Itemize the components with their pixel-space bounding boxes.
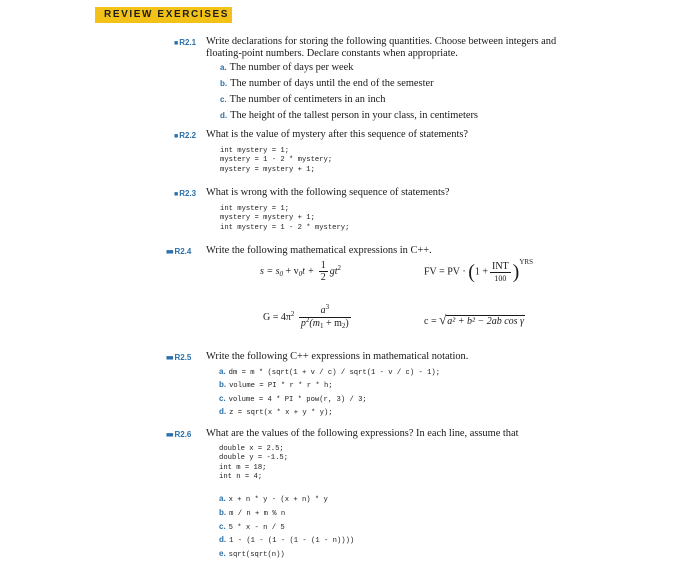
list-item: b. volume = PI * r * r * h; (219, 380, 333, 391)
exercise-number-r2-3: ■ R2.3 (174, 189, 197, 198)
formula-text: s = s (260, 266, 280, 277)
formula-kepler (263, 305, 353, 331)
exercise-number-r2-6: ■■ R2.6 (166, 430, 192, 439)
list-item: a. The number of days per week (220, 62, 354, 73)
exercise-text: Write declarations for storing the following quantities. Choose between integers and (206, 36, 557, 47)
formula-exponent: 2 (337, 264, 341, 272)
list-item: d. 1 - (1 - (1 - (1 - (1 - n)))) (219, 535, 355, 546)
code-line: int mystery = 1 - 2 * mystery; (220, 223, 350, 232)
code-line: mystery = mystery + 1; (220, 214, 315, 223)
list-item: d. z = sqrt(x * x + y * y); (219, 406, 333, 417)
code-block (220, 147, 332, 175)
formula-exponent: 2 (290, 310, 295, 318)
formula-text: + v (285, 266, 299, 277)
formula-text: G = 4π (263, 312, 291, 323)
list-item: b. The number of days until the end of the semester (220, 78, 434, 89)
exercise-text: What is wrong with the following sequence of statements? (206, 187, 450, 198)
code-line: int n = 4; (219, 472, 263, 481)
formula-fraction: $\frac{\text{INT}}{100}$ (492, 260, 509, 283)
list-item: c. 5 * x - n / 5 (219, 521, 285, 532)
code-block (219, 494, 354, 560)
list-item: c. volume = 4 * PI * pow(r, 3) / 3; (219, 393, 367, 404)
list-item: b. m / n + m % n (219, 507, 286, 518)
code-line: mystery = 1 - 2 * mystery; (220, 156, 333, 165)
exercise-text: What is the value of mystery after this sequence of statements? (206, 129, 468, 140)
formula-fraction: $\frac{a^3}{p^2(m_1 + m_2)}$ (300, 303, 349, 331)
code-block (219, 445, 288, 482)
code-block (220, 205, 349, 233)
code-line: double y = -1.5; (219, 454, 289, 463)
list-item: a. x + n * y - (x + n) * y (219, 494, 328, 504)
exercise-number-r2-2: ■ R2.2 (174, 131, 197, 140)
formula-text: gt (329, 266, 338, 277)
code-line: double x = 2.5; (219, 445, 284, 453)
list-item: d. The height of the tallest person in your class, in centimeters (220, 110, 478, 121)
formula-kinematics (260, 260, 341, 284)
formula-text: t + (302, 266, 315, 277)
exercise-number-r2-5: ■■ R2.5 (166, 353, 192, 362)
formula-radicand: a² + b² − 2ab cos γ (447, 316, 524, 327)
formula-subscript: 0 (279, 270, 284, 278)
formula-exponent: YRS (519, 258, 533, 267)
formula-law-of-cosines: c = √a² + b² − 2ab cos γ (424, 312, 524, 327)
exercise-number-r2-1: ■ R2.1 (174, 38, 197, 47)
formula-text: c = (424, 316, 437, 327)
code-line: int mystery = 1; (220, 205, 290, 213)
exercise-text: What are the values of the following expressions? In each line, assume that (206, 428, 519, 439)
formula-future-value: FV = PV · (1 + $\frac{\text{INT}}{100}$ )$^{YRS}$ (424, 258, 533, 283)
list-item: a. dm = m * (sqrt(1 + v / c) / sqrt(1 - v / c) - 1); (219, 367, 441, 377)
formula-text: 1 + (474, 266, 488, 278)
list-item: c. The number of centimeters in an inch (220, 94, 386, 105)
section-title: REVIEW EXERCISES (104, 9, 230, 20)
exercise-text: floating-point numbers. Declare constants when appropriate. (206, 48, 458, 59)
formula-subscript: 0 (298, 270, 303, 278)
code-line: mystery = mystery + 1; (220, 165, 315, 174)
formula-text: FV = PV · (424, 266, 466, 278)
list-item: e. sqrt(sqrt(n)) (219, 549, 285, 560)
exercise-text: Write the following mathematical expressions in C++. (206, 245, 432, 256)
exercise-number-r2-4: ■■ R2.4 (166, 247, 192, 256)
formula-fraction: $\frac{1}{2}$ (320, 260, 326, 284)
code-block (219, 367, 440, 418)
exercise-text: Write the following C++ expressions in mathematical notation. (206, 351, 469, 362)
code-line: int m = 18; (219, 463, 267, 472)
code-line: int mystery = 1; (220, 147, 290, 155)
